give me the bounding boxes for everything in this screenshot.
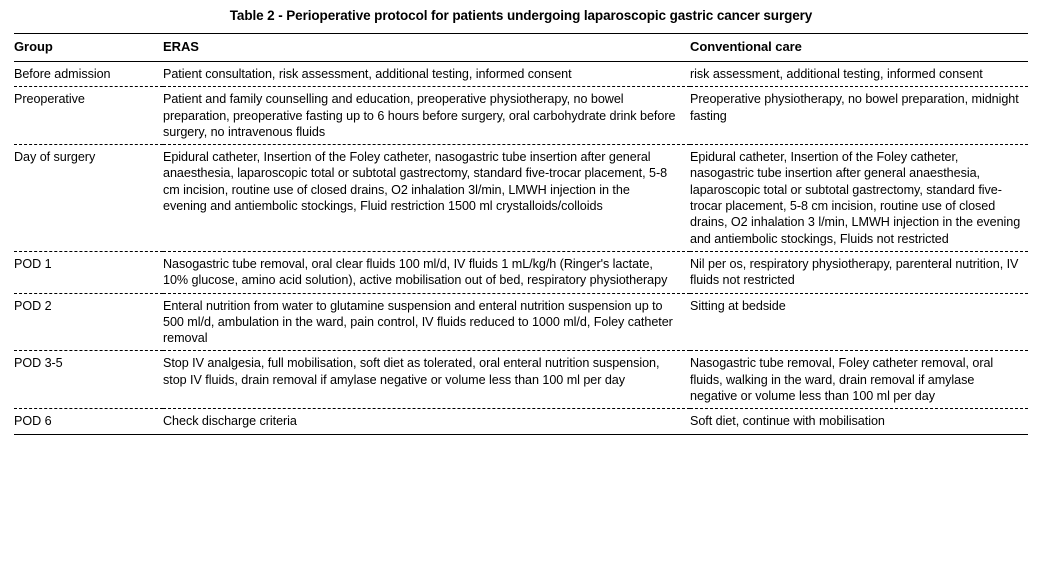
- column-header-group: [14, 34, 163, 62]
- cell-eras-text: Enteral nutrition from water to glutamine suspension and enteral nutrition suspension up to 500 ml/d, ambulation in the ward, pain control, IV fluids reduced to 1000 ml/d, Foley catheter removal: [163, 298, 673, 346]
- column-header-conventional-care-label: Conventional care: [690, 39, 802, 54]
- cell-eras: [163, 351, 690, 409]
- cell-eras: [163, 251, 690, 293]
- cell-eras: [163, 62, 690, 87]
- column-header-eras: [163, 34, 690, 62]
- cell-group: [14, 409, 163, 434]
- cell-eras: [163, 87, 690, 145]
- column-header-eras-label: ERAS: [163, 39, 199, 54]
- cell-group: [14, 251, 163, 293]
- cell-conventional-text: Epidural catheter, Insertion of the Foley catheter, nasogastric tube insertion after general anaesthesia, laparoscopic total or subtotal gastrectomy, standard five-trocar placement, 5-8 cm incision, routine use of closed drains, O2 inhalation 3 l/min, LMWH injection in the evening and antiembolic stockings, Fluids not restricted: [690, 150, 1021, 246]
- cell-conventional: [690, 293, 1028, 351]
- cell-conventional: [690, 351, 1028, 409]
- cell-conventional-text: Sitting at bedside: [690, 298, 786, 313]
- cell-group-text: POD 3-5: [14, 356, 63, 371]
- cell-eras-text: Patient and family counselling and education, preoperative physiotherapy, no bowel preparation, preoperative fasting up to 6 hours before surgery, oral carbohydrate drink before surgery, no intravenous fluids: [163, 92, 676, 139]
- cell-group-text: Before admission: [14, 67, 111, 81]
- cell-conventional-text: Nil per os, respiratory physiotherapy, parenteral nutrition, IV fluids not restricted: [690, 256, 1019, 288]
- cell-eras-text: Patient consultation, risk assessment, additional testing, informed consent: [163, 67, 572, 81]
- cell-conventional-text: Preoperative physiotherapy, no bowel preparation, midnight fasting: [690, 92, 1019, 123]
- cell-eras: [163, 293, 690, 351]
- cell-conventional: [690, 409, 1028, 434]
- cell-group: [14, 87, 163, 145]
- cell-group-text: Preoperative: [14, 92, 85, 107]
- cell-group-text: POD 1: [14, 256, 52, 271]
- cell-conventional-text: risk assessment, additional testing, informed consent: [690, 67, 983, 81]
- cell-group-text: POD 6: [14, 414, 52, 429]
- table-row: [14, 62, 1028, 87]
- table-row: [14, 87, 1028, 145]
- table-header: [14, 34, 1028, 62]
- table-title: Table 2 - Perioperative protocol for patients undergoing laparoscopic gastric cancer surgery: [229, 8, 813, 23]
- cell-eras-text: Stop IV analgesia, full mobilisation, soft diet as tolerated, oral enteral nutrition suspension, stop IV fluids, drain removal if amylase negative or volume less than 100 ml per day: [163, 356, 660, 387]
- table-row: [14, 409, 1028, 434]
- column-header-group-label: Group: [14, 39, 53, 54]
- cell-eras: [163, 409, 690, 434]
- cell-eras-text: Check discharge criteria: [163, 414, 297, 429]
- column-header-conventional-care: [690, 34, 1028, 62]
- cell-group: [14, 62, 163, 87]
- perioperative-protocol-table: [14, 33, 1028, 435]
- table-row: [14, 351, 1028, 409]
- table-row: [14, 145, 1028, 252]
- table-row: [14, 251, 1028, 293]
- cell-eras: [163, 145, 690, 252]
- cell-conventional-text: Soft diet, continue with mobilisation: [690, 414, 885, 429]
- table-row: [14, 293, 1028, 351]
- cell-conventional: [690, 87, 1028, 145]
- cell-conventional: [690, 251, 1028, 293]
- cell-group: [14, 293, 163, 351]
- cell-eras-text: Epidural catheter, Insertion of the Foley catheter, nasogastric tube insertion after general anaesthesia, laparoscopic total or subtotal gastrectomy, standard five-trocar placement, 5-8 cm incision, routine use of closed drains, O2 inhalation 3l/min, LMWH injection in the evening and antiembolic stockings, Fluid restriction 1500 ml crystalloids/colloids: [163, 150, 668, 214]
- cell-conventional: [690, 145, 1028, 252]
- cell-conventional-text: Nasogastric tube removal, Foley catheter removal, oral fluids, walking in the ward, drain removal if amylase negative or volume less than 100 ml per day: [690, 356, 994, 404]
- cell-group: [14, 351, 163, 409]
- cell-eras-text: Nasogastric tube removal, oral clear fluids 100 ml/d, IV fluids 1 mL/kg/h (Ringer's lactate, 10% glucose, amino acid solution), active mobilisation out of bed, respiratory physiotherapy: [163, 256, 668, 288]
- cell-conventional: [690, 62, 1028, 87]
- table-header-row: [14, 34, 1028, 62]
- cell-group: [14, 145, 163, 252]
- table-body: [14, 62, 1028, 435]
- cell-group-text: POD 2: [14, 298, 52, 313]
- cell-group-text: Day of surgery: [14, 150, 96, 165]
